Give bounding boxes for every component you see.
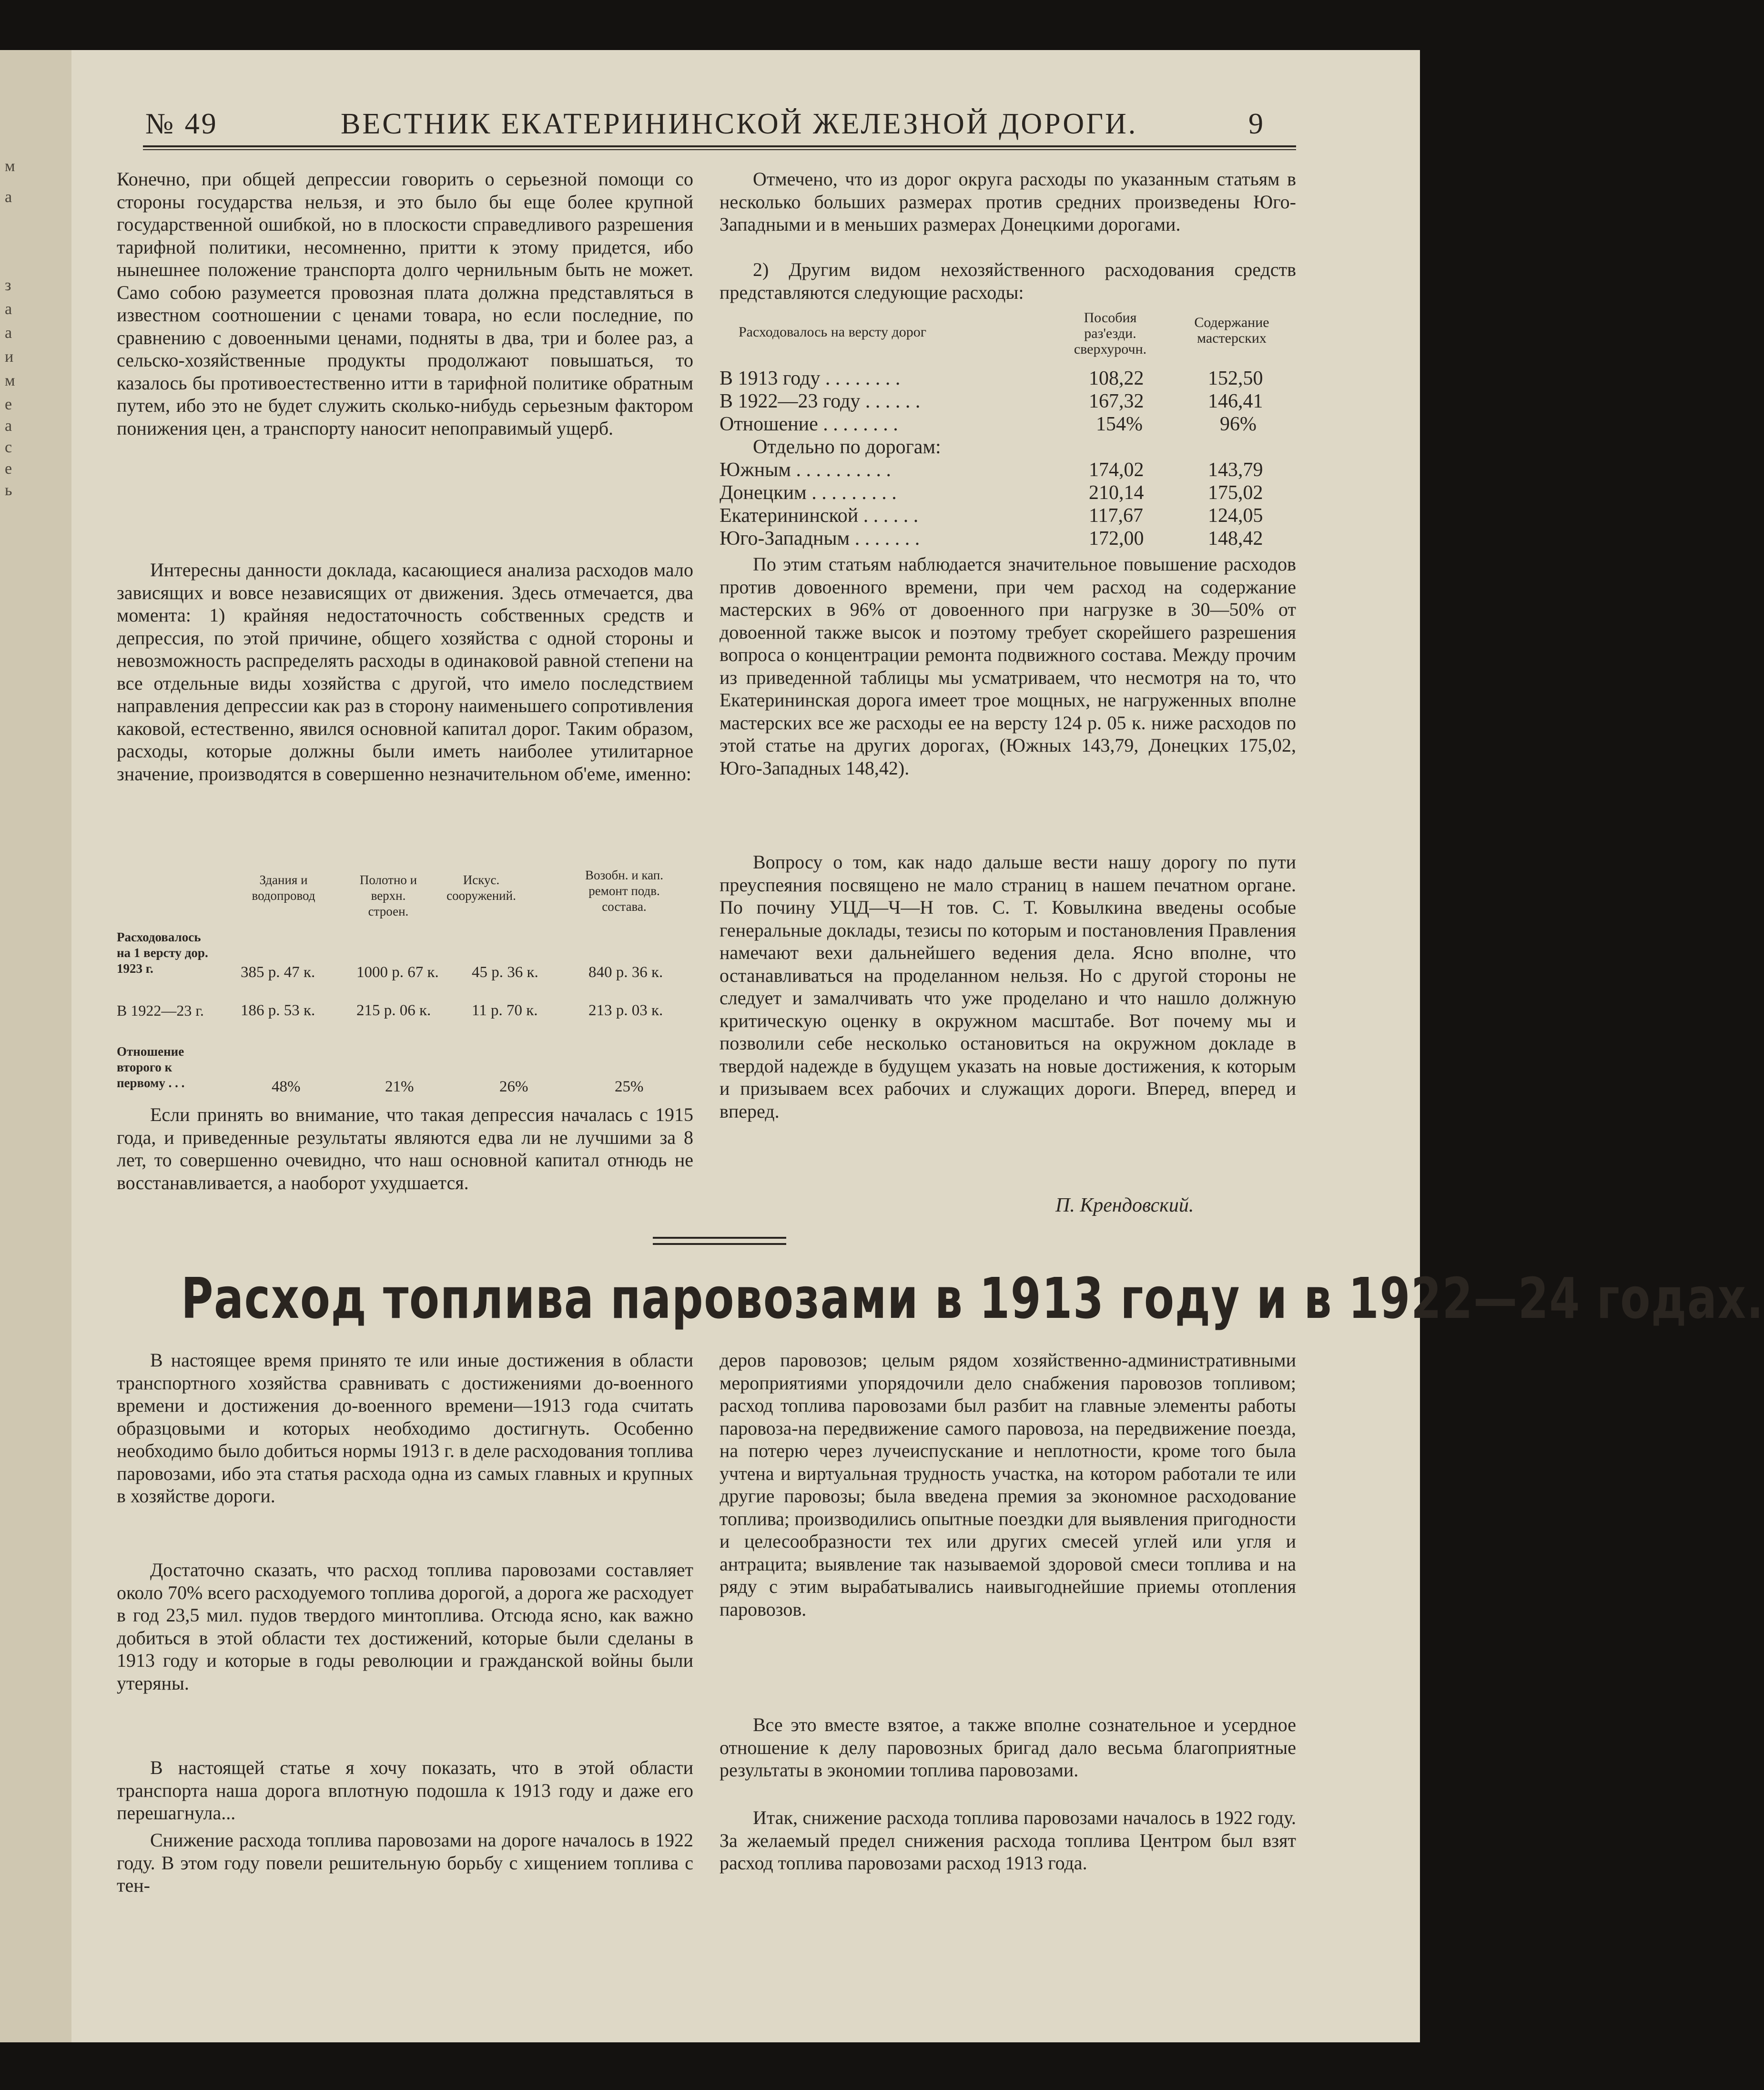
table-cell: 108,22 bbox=[1089, 367, 1144, 389]
table-cell: 143,79 bbox=[1208, 459, 1263, 481]
table-cell: 385 р. 47 к. bbox=[241, 964, 315, 981]
journal-title: ВЕСТНИК ЕКАТЕРИНИНСКОЙ ЖЕЛЕЗНОЙ ДОРОГИ. bbox=[341, 108, 1138, 140]
table-cell: 11 р. 70 к. bbox=[472, 1002, 538, 1019]
table-header-structures: Искус. сооружений. bbox=[446, 873, 516, 903]
table-cell: 215 р. 06 к. bbox=[356, 1002, 431, 1019]
left-paragraph-2: Интересны данности доклада, касающиеся анализа расходов мало зависящих и вовсе независящих от движения. Здесь отмечается, два момента: 1) крайняя недостаточность собственных средств и депрессия, по этой причине, общего хозяйства с одной стороны и невозможность распределять расходы в одинаковой равной степени на все отдельные виды хозяйства с другой, что имело последствием направления депрессии как раз в сторону наименьшего сопротивления каковой, естественно, явился основной капитал дорог. Таким образом, расходы, которые должны были иметь наиболее утилитарное значение, производятся в совершенно незначительном об'еме, именно: bbox=[117, 559, 693, 785]
issue-number: № 49 bbox=[145, 108, 218, 140]
left-paragraph-1: Конечно, при общей депрессии говорить о серьезной помощи со стороны государства нельзя, и это было бы еще более крупной государственной ошибкой, но в плоскости справедливого разрешения тарифной политики, несомненно, притти к этому придется, ибо нынешнее положение транспорта долго чернильным быть не может. Само собою разумеется провозная плата должна представляться в известном соотношении с ценами товара, но если последние, по сравнению с довоенными ценами, подняты в два, три и более раз, а сельско-хозяйственные продукты продолжают повышаться, то казалось бы противоестественно итти в тарифной политике обратным путем, ибо это не будет служить сколько-нибудь серьезным фактором понижения цен, а транспорту наносит непоправимый ущерб. bbox=[117, 168, 693, 439]
table-cell: 840 р. 36 к. bbox=[588, 964, 663, 981]
table-row-label: Донецким . . . . . . . . . bbox=[720, 482, 897, 504]
article-right-paragraph-1: деров паровозов; целым рядом хозяйственно-административными мероприятиями упорядочили дело снабжения паровозов топливом; расход топлива паровозами был разбит на главные элементы работы паровоза-на передвижение самого паровоза, на передвижение поезда, на потерю через лучеиспускание и неплотности, кроме того была учтена и виртуальная трудность участка, на котором работали те или другие паровозы; была введена премия за экономное расходование топлива; производились опытные поездки для выявления пригодности и целесообразности тех или других смесей углей или угля и антрацита; выявление так называемой здоровой смеси топлива и на ряду с этим вырабатывались наивыгоднейшие приемы отопления паровозов. bbox=[720, 1349, 1296, 1620]
table-cell: 26% bbox=[499, 1078, 528, 1095]
table-cell: 96% bbox=[1220, 413, 1257, 435]
table-row-label-1923: Расходовалось на 1 версту дор. 1923 г. bbox=[117, 930, 208, 976]
margin-letter: м bbox=[5, 372, 15, 389]
article-left-paragraph-4: Снижение расхода топлива паровозами на дороге началось в 1922 году. В этом году повели решительную борьбу с хищением топлива с тен- bbox=[117, 1829, 693, 1896]
table-cell: 148,42 bbox=[1208, 528, 1263, 550]
table-cell: 1000 р. 67 к. bbox=[356, 964, 439, 981]
right-paragraph-3: По этим статьям наблюдается значительное повышение расходов против довоенного времени, при чем расход на содержание мастерских в 96% от довоенного при нагрузке в 30—50% от довоенной также высок и поэтому требует скорейшего разрешения вопроса о концентрации ремонта подвижного состава. Между прочим из приведенной таблицы мы усматриваем, что несмотря на то, что Екатерининская дорога имеет трое мощных, не нагруженных вполне мастерских все же расходы ее на версту 124 р. 05 к. ниже расходов по этой статье на других дорогах, (Южных 143,79, Донецких 175,02, Юго-Западных 148,42). bbox=[720, 553, 1296, 779]
table-cell: 25% bbox=[615, 1078, 644, 1095]
article-title: Расход топлива паровозами в 1913 году и в 1922—24 годах. bbox=[181, 1265, 1764, 1331]
table-header-allowances: Пособия раз'езди. сверхурочн. bbox=[1074, 310, 1147, 357]
table-cell: 21% bbox=[385, 1078, 414, 1095]
table-cell: 174,02 bbox=[1089, 459, 1144, 481]
article-right-paragraph-2: Все это вместе взятое, а также вполне сознательное и усердное отношение к делу паровозных бригад дало весьма благоприятные результаты в экономии топлива паровозами. bbox=[720, 1714, 1296, 1781]
table-row-label-1922: В 1922—23 г. bbox=[117, 1002, 204, 1019]
margin-letter: ь bbox=[5, 481, 12, 499]
table-cell: 213 р. 03 к. bbox=[588, 1002, 663, 1019]
article-right-paragraph-3: Итак, снижение расхода топлива паровозами началось в 1922 году. За желаемый предел снижения расхода топлива Центром был взят расход топлива паровозами расход 1913 года. bbox=[720, 1807, 1296, 1874]
section-divider bbox=[653, 1237, 786, 1239]
right-paragraph-1: Отмечено, что из дорог округа расходы по указанным статьям в несколько больших размерах против средних произведены Юго-Западными и в меньших размерах Донецкими дорогами. bbox=[720, 168, 1296, 235]
right-paragraph-4: Вопросу о том, как надо дальше вести нашу дорогу по пути преуспеяния посвящено не мало страниц в нашем печатном органе. По почину УЦД—Ч—Н тов. С. Т. Ковылкина введены особые генеральные доклады, тезисы по которым и постановления Правления намечают вехи дальнейшего ведения дела. Ясно вполне, что останавливаться на проделанном нельзя. Но с другой стороны не следует и замалчивать что уже проделано и что нашло должную критическую оценку в окружном масштабе. Вот почему мы и позволили себе несколько остановиться на окружном докладе в твердой надежде в будущем указать на новые достижения, к которым и призываем всех рабочих и служащих дороги. Вперед, вперед и вперед. bbox=[720, 851, 1296, 1122]
table-cell: 154% bbox=[1096, 413, 1143, 435]
margin-letter: м bbox=[5, 157, 15, 175]
table-header-track: Полотно и верхн. строен. bbox=[359, 873, 417, 918]
margin-letter: а bbox=[5, 188, 12, 206]
margin-letter: е bbox=[5, 396, 12, 413]
margin-letter: а bbox=[5, 417, 12, 435]
left-paragraph-3: Если принять во внимание, что такая депрессия началась с 1915 года, и приведенные результаты являются едва ли не лучшими за 8 лет, то совершенно очевидно, что наш основной капитал отнюдь не восстанавливается, а наоборот ухудшается. bbox=[117, 1104, 693, 1193]
author-signature: П. Крендовский. bbox=[1055, 1194, 1194, 1216]
table-header-rolling-stock: Возобн. и кап. ремонт подв. состава. bbox=[585, 868, 663, 914]
table-cell: 175,02 bbox=[1208, 482, 1263, 504]
table-cell: 186 р. 53 к. bbox=[241, 1002, 315, 1019]
table-cell: 117,67 bbox=[1089, 505, 1143, 527]
table-row-label: Отношение . . . . . . . . bbox=[720, 413, 898, 435]
table-cell: 146,41 bbox=[1208, 390, 1263, 412]
header-rule-thin bbox=[143, 149, 1296, 150]
table-row-label: В 1913 году . . . . . . . . bbox=[720, 367, 901, 389]
margin-letter: с bbox=[5, 438, 12, 456]
article-left-paragraph-1: В настоящее время принято те или иные достижения в области транспортного хозяйства сравнивать с достижениями до-военного времени и достижения до-военного времени—1913 года считать образцовыми и которых необходимо достигнуть. Особенно необходимо было добиться нормы 1913 г. в деле расходования топлива паровозами, ибо эта статья расхода одна из самых главных и крупных в хозяйстве дороги. bbox=[117, 1349, 693, 1507]
header-rule bbox=[143, 145, 1296, 147]
table-row-label: Екатерининской . . . . . . bbox=[720, 505, 919, 527]
margin-letter: а bbox=[5, 324, 12, 342]
page-number: 9 bbox=[1248, 108, 1265, 140]
table-row-label-ratio: Отношение второго к первому . . . bbox=[117, 1044, 185, 1090]
table-row-label: Южным . . . . . . . . . . bbox=[720, 459, 891, 481]
margin-letter: и bbox=[5, 348, 14, 366]
table-row-label: В 1922—23 году . . . . . . bbox=[720, 390, 921, 412]
table-cell: 167,32 bbox=[1089, 390, 1144, 412]
table-row-label: Юго-Западным . . . . . . . bbox=[720, 528, 920, 550]
table-header-workshops: Содержание мастерских bbox=[1194, 315, 1269, 346]
table-cell: 124,05 bbox=[1208, 505, 1263, 527]
table-cell: 45 р. 36 к. bbox=[472, 964, 538, 981]
table-cell: 210,14 bbox=[1089, 482, 1144, 504]
article-left-paragraph-3: В настоящей статье я хочу показать, что в этой области транспорта наша дорога вплотную подошла к 1913 году и даже его перешагнула... bbox=[117, 1757, 693, 1824]
article-left-paragraph-2: Достаточно сказать, что расход топлива паровозами составляет около 70% всего расходуемого топлива дорогой, а дорога же расходует в год 23,5 мил. пудов твердого минтоплива. Отсюда ясно, как важно добиться в этой области тех достижений, которые были сделаны в 1913 году и которые в годы революции и гражданской войны были утеряны. bbox=[117, 1559, 693, 1694]
adjacent-page-strip bbox=[0, 50, 73, 2042]
table-cell: 172,00 bbox=[1089, 528, 1144, 550]
table-cell: 152,50 bbox=[1208, 367, 1263, 389]
margin-letter: з bbox=[5, 276, 11, 294]
table-header-per-verst: Расходовалось на версту дорог bbox=[739, 324, 927, 340]
table-cell: 48% bbox=[272, 1078, 301, 1095]
table-subheader: Отдельно по дорогам: bbox=[753, 436, 941, 458]
section-divider bbox=[653, 1243, 786, 1245]
margin-letter: е bbox=[5, 460, 12, 478]
right-paragraph-2: 2) Другим видом нехозяйственного расходования средств представляются следующие расходы: bbox=[720, 259, 1296, 303]
margin-letter: а bbox=[5, 300, 12, 318]
table-header-buildings: Здания и водопровод bbox=[252, 873, 315, 903]
